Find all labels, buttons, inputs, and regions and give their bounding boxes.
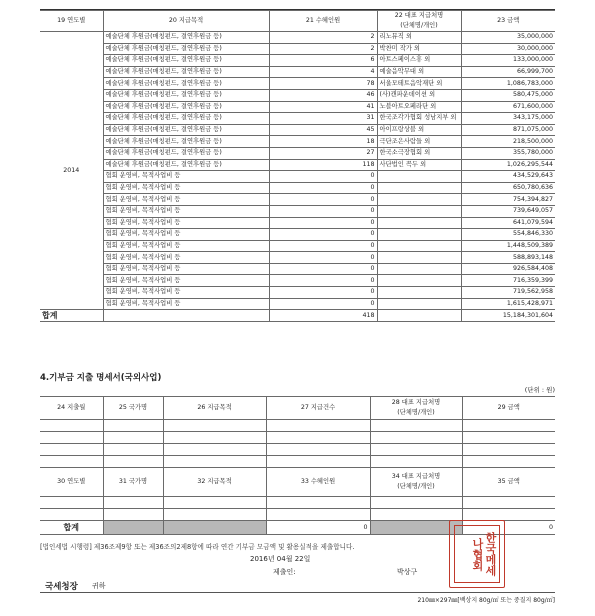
purpose-cell: 예술단체 후원금(매칭펀드, 결연후원금 등) <box>103 147 269 159</box>
col-header-amount2: 29 금액 <box>462 397 555 420</box>
rep-cell: 노블아트오페라단 외 <box>377 101 461 113</box>
overseas-total-count: 0 <box>266 521 370 535</box>
count-cell: 0 <box>269 287 377 299</box>
col-header-amount: 23 금액 <box>461 11 555 32</box>
amount-cell: 588,893,148 <box>461 252 555 264</box>
amount-cell: 554,846,330 <box>461 229 555 241</box>
table-row <box>40 159 555 171</box>
count-cell: 78 <box>269 78 377 90</box>
count-cell: 0 <box>269 298 377 310</box>
purpose-cell: 협회 운영비, 목적사업비 등 <box>103 217 269 229</box>
rep-cell <box>377 229 461 241</box>
col-header-rep2: 28 대표 지급처명 (단체명/개인) <box>370 397 462 420</box>
seal-text: 한국메세나협회 <box>454 525 500 583</box>
amount-cell: 35,000,000 <box>461 32 555 44</box>
gray-cell <box>163 521 266 535</box>
purpose-cell: 협회 운영비, 목적사업비 등 <box>103 229 269 241</box>
rep-cell <box>377 194 461 206</box>
bottom-rule <box>40 592 555 593</box>
table-row <box>40 456 555 468</box>
table-row <box>40 113 555 125</box>
overseas-total-label: 합계 <box>40 521 103 535</box>
amount-cell: 754,394,827 <box>461 194 555 206</box>
count-cell: 0 <box>269 217 377 229</box>
amount-cell: 1,086,783,000 <box>461 78 555 90</box>
table-row <box>40 124 555 136</box>
count-cell: 0 <box>269 194 377 206</box>
amount-cell: 641,079,594 <box>461 217 555 229</box>
rep-cell <box>377 263 461 275</box>
table-row <box>40 171 555 183</box>
count-cell: 4 <box>269 66 377 78</box>
table-body <box>40 32 555 310</box>
count-cell: 31 <box>269 113 377 125</box>
purpose-cell: 협회 운영비, 목적사업비 등 <box>103 298 269 310</box>
count-cell: 0 <box>269 171 377 183</box>
count-cell: 0 <box>269 252 377 264</box>
overseas-total-amount: 0 <box>462 521 555 535</box>
total-label: 합계 <box>40 310 103 322</box>
count-cell: 27 <box>269 147 377 159</box>
purpose-cell: 예술단체 후원금(매칭펀드, 결연후원금 등) <box>103 66 269 78</box>
rep-cell: 예술음악무대 외 <box>377 66 461 78</box>
total-amount: 15,184,301,604 <box>461 310 555 322</box>
purpose-cell: 협회 운영비, 목적사업비 등 <box>103 171 269 183</box>
amount-cell: 30,000,000 <box>461 43 555 55</box>
amount-cell: 1,026,295,544 <box>461 159 555 171</box>
table-row <box>40 444 555 456</box>
amount-cell: 716,359,399 <box>461 275 555 287</box>
amount-cell: 355,780,000 <box>461 147 555 159</box>
purpose-cell: 협회 운영비, 목적사업비 등 <box>103 275 269 287</box>
col-header-count2: 27 지급건수 <box>266 397 370 420</box>
amount-cell: 133,000,000 <box>461 55 555 67</box>
rep-cell: 한국소극장협회 외 <box>377 147 461 159</box>
rep-cell: 리노뮤직 외 <box>377 32 461 44</box>
purpose-cell: 협회 운영비, 목적사업비 등 <box>103 263 269 275</box>
amount-cell: 580,475,000 <box>461 89 555 101</box>
overseas-header-row-2 <box>40 468 555 497</box>
total-rep-cell <box>377 310 461 322</box>
rep-cell <box>377 275 461 287</box>
table-row <box>40 55 555 67</box>
amount-cell: 66,999,700 <box>461 66 555 78</box>
col-header-amount3: 35 금액 <box>462 468 555 497</box>
amount-cell: 218,500,000 <box>461 136 555 148</box>
table-header-row <box>40 11 555 32</box>
rep-cell <box>377 217 461 229</box>
count-cell: 0 <box>269 240 377 252</box>
purpose-cell: 예술단체 후원금(매칭펀드, 결연후원금 등) <box>103 43 269 55</box>
col-header-year2: 30 연도별 <box>40 468 103 497</box>
rep-cell <box>377 205 461 217</box>
rep-cell: (사)캔파운데이션 외 <box>377 89 461 101</box>
submit-date: 2016년 04월 22일 <box>250 555 311 563</box>
col-header-country: 25 국가명 <box>103 397 163 420</box>
purpose-cell: 예술단체 후원금(매칭펀드, 결연후원금 등) <box>103 113 269 125</box>
table-row <box>40 509 555 521</box>
rep-cell <box>377 240 461 252</box>
col-header-purpose3: 32 지급목적 <box>163 468 266 497</box>
amount-cell: 871,075,000 <box>461 124 555 136</box>
table-row <box>40 275 555 287</box>
purpose-cell: 예술단체 후원금(매칭펀드, 결연후원금 등) <box>103 101 269 113</box>
count-cell: 0 <box>269 229 377 241</box>
table-row <box>40 194 555 206</box>
table-row <box>40 240 555 252</box>
rep-cell <box>377 182 461 194</box>
total-purpose-cell <box>103 310 269 322</box>
table-row <box>40 89 555 101</box>
count-cell: 18 <box>269 136 377 148</box>
table-row <box>40 263 555 275</box>
amount-cell: 1,615,428,971 <box>461 298 555 310</box>
count-cell: 0 <box>269 275 377 287</box>
overseas-donation-table <box>40 396 555 535</box>
count-cell: 45 <box>269 124 377 136</box>
table-row <box>40 229 555 241</box>
amount-cell: 671,600,000 <box>461 101 555 113</box>
organization-seal <box>449 520 505 588</box>
rep-cell: 아이프랑상블 외 <box>377 124 461 136</box>
col-header-month: 24 지출월 <box>40 397 103 420</box>
col-header-purpose: 20 지급목적 <box>103 11 269 32</box>
purpose-cell: 협회 운영비, 목적사업비 등 <box>103 252 269 264</box>
amount-cell: 650,780,636 <box>461 182 555 194</box>
table-row <box>40 217 555 229</box>
rep-cell: 한국조각가협회 성남지부 외 <box>377 113 461 125</box>
rep-cell: 아트스페이스휴 외 <box>377 55 461 67</box>
count-cell: 2 <box>269 43 377 55</box>
purpose-cell: 예술단체 후원금(매칭펀드, 결연후원금 등) <box>103 136 269 148</box>
count-cell: 118 <box>269 159 377 171</box>
purpose-cell: 협회 운영비, 목적사업비 등 <box>103 205 269 217</box>
statement-text: [법인세법 시행령] 제36조제9항 또는 제36조의2제8항에 따라 연간 기부금 모금액 및 활용실적을 제출합니다. <box>40 543 355 551</box>
purpose-cell: 예술단체 후원금(매칭펀드, 결연후원금 등) <box>103 55 269 67</box>
total-row <box>40 310 555 322</box>
amount-cell: 926,584,408 <box>461 263 555 275</box>
table-row <box>40 432 555 444</box>
table-row <box>40 66 555 78</box>
table-row <box>40 205 555 217</box>
table-row <box>40 147 555 159</box>
rep-cell <box>377 252 461 264</box>
col-header-rep3: 34 대표 지급처명 (단체명/개인) <box>370 468 462 497</box>
amount-cell: 739,649,057 <box>461 205 555 217</box>
table-row <box>40 101 555 113</box>
col-header-rep: 22 대표 지급처명 (단체명/개인) <box>377 11 461 32</box>
count-cell: 41 <box>269 101 377 113</box>
count-cell: 0 <box>269 182 377 194</box>
overseas-header-row <box>40 397 555 420</box>
rep-cell: 박찬미 작가 외 <box>377 43 461 55</box>
col-header-count3: 33 수혜인원 <box>266 468 370 497</box>
purpose-cell: 협회 운영비, 목적사업비 등 <box>103 240 269 252</box>
table-row <box>40 78 555 90</box>
rep-cell: 사단법인 꼭두 외 <box>377 159 461 171</box>
amount-cell: 343,175,000 <box>461 113 555 125</box>
purpose-cell: 협회 운영비, 목적사업비 등 <box>103 194 269 206</box>
unit-label: (단위 : 원) <box>524 386 555 394</box>
table-row <box>40 298 555 310</box>
domestic-donation-table <box>40 10 555 322</box>
rep-cell: 극단조은사람들 외 <box>377 136 461 148</box>
gray-cell <box>103 521 163 535</box>
count-cell: 2 <box>269 32 377 44</box>
col-header-country2: 31 국가명 <box>103 468 163 497</box>
table-row <box>40 497 555 509</box>
table-row <box>40 32 555 44</box>
table-row <box>40 252 555 264</box>
table-row <box>40 43 555 55</box>
rep-cell <box>377 287 461 299</box>
rep-cell <box>377 298 461 310</box>
amount-cell: 434,529,643 <box>461 171 555 183</box>
amount-cell: 719,562,958 <box>461 287 555 299</box>
count-cell: 0 <box>269 263 377 275</box>
count-cell: 0 <box>269 205 377 217</box>
submitter-label: 제출인: <box>273 568 296 576</box>
rep-cell: 서울모테트음악재단 외 <box>377 78 461 90</box>
recipient-suffix: 귀하 <box>92 582 106 590</box>
table-row <box>40 182 555 194</box>
purpose-cell: 협회 운영비, 목적사업비 등 <box>103 287 269 299</box>
table-row <box>40 136 555 148</box>
year-cell: 2014 <box>40 32 103 310</box>
purpose-cell: 예술단체 후원금(매칭펀드, 결연후원금 등) <box>103 89 269 101</box>
table-row <box>40 287 555 299</box>
purpose-cell: 예술단체 후원금(매칭펀드, 결연후원금 등) <box>103 78 269 90</box>
purpose-cell: 예술단체 후원금(매칭펀드, 결연후원금 등) <box>103 159 269 171</box>
paper-spec: 210㎜×297㎜[백상지 80g/㎡ 또는 중질지 80g/㎡] <box>417 597 555 604</box>
count-cell: 6 <box>269 55 377 67</box>
amount-cell: 1,448,509,389 <box>461 240 555 252</box>
total-count: 418 <box>269 310 377 322</box>
purpose-cell: 협회 운영비, 목적사업비 등 <box>103 182 269 194</box>
rep-cell <box>377 171 461 183</box>
section-title: 4.기부금 지출 명세서(국외사업) <box>40 373 162 383</box>
purpose-cell: 예술단체 후원금(매칭펀드, 결연후원금 등) <box>103 32 269 44</box>
col-header-purpose2: 26 지급목적 <box>163 397 266 420</box>
col-header-year: 19 연도별 <box>40 11 103 32</box>
purpose-cell: 예술단체 후원금(매칭펀드, 결연후원금 등) <box>103 124 269 136</box>
table-row <box>40 420 555 432</box>
col-header-count: 21 수혜인원 <box>269 11 377 32</box>
count-cell: 46 <box>269 89 377 101</box>
recipient: 국세청장 <box>45 582 78 592</box>
submitter-name: 박상구 <box>397 568 418 576</box>
